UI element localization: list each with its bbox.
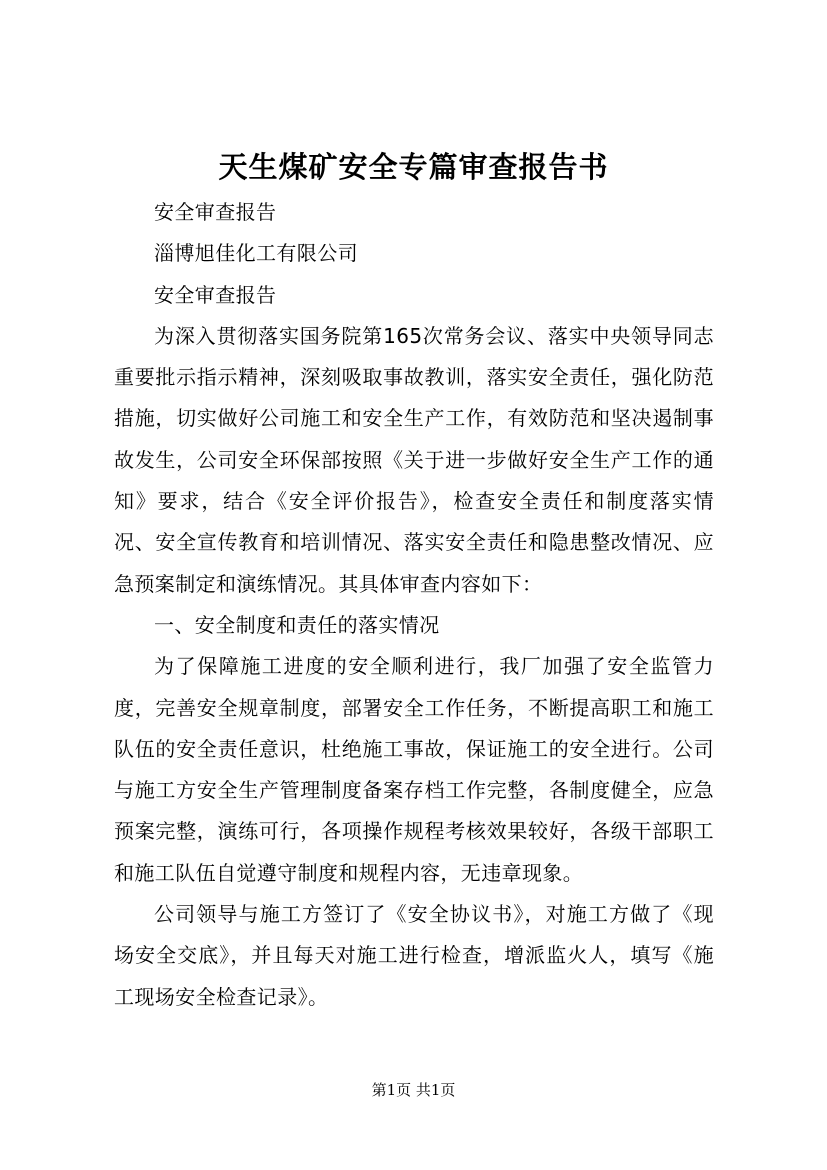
paragraph-company: 淄博旭佳化工有限公司	[154, 241, 358, 266]
paragraph-agreement: 公司领导与施工方签订了《安全协议书》，对施工方做了《现场安全交底》，并且每天对施工进行检查，增派监火人，填写《施工现场安全检查记录》。	[114, 902, 714, 1009]
page-number-footer: 第1页 共1页	[371, 1081, 456, 1099]
paragraph-measures: 为了保障施工进度的安全顺利进行，我厂加强了安全监管力度，完善安全规章制度，部署安全工作任务，不断提高职工和施工队伍的安全责任意识，杜绝施工事故，保证施工的安全进行。公司与施工方安全生产管理制度备案存档工作完整，各制度健全，应急预案完整，演练可行，各项操作规程考核效果较好，各级干部职工和施工队伍自觉遵守制度和规程内容，无违章现象。	[114, 654, 714, 885]
paragraph-subtitle: 安全审查报告	[154, 200, 277, 224]
paragraph-intro: 为深入贯彻落实国务院第165次常务会议、落实中央领导同志重要批示指示精神，深刻吸取事故教训，落实安全责任，强化防范措施，切实做好公司施工和安全生产工作，有效防范和坚决遏制事故发生，公司安全环保部按照《关于进一步做好安全生产工作的通知》要求，结合《安全评价报告》，检查安全责任和制度落实情况、安全宣传教育和培训情况、落实安全责任和隐患整改情况、应急预案制定和演练情况。其具体审查内容如下：	[114, 323, 714, 596]
section-heading: 一、安全制度和责任的落实情况	[154, 612, 440, 637]
paragraph-subtitle-repeat: 安全审查报告	[154, 282, 277, 307]
document-body	[114, 192, 714, 1018]
document-title: 天生煤矿安全专篇审查报告书	[218, 150, 609, 184]
